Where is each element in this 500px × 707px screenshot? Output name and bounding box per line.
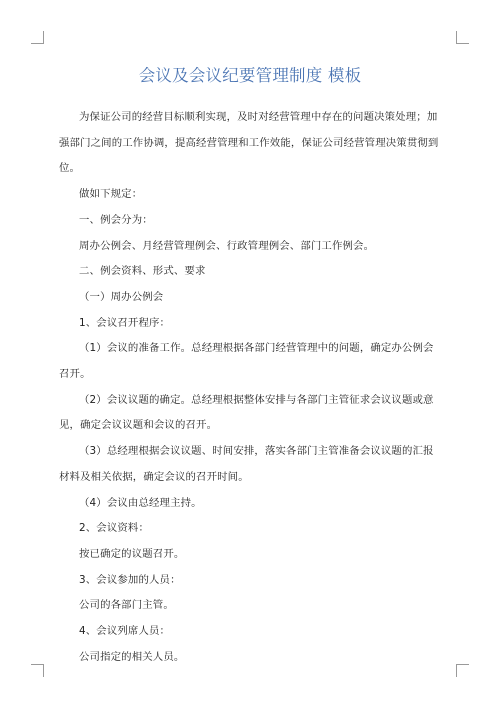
paragraph-step-1: （1）会议的准备工作。总经理根据各部门经营管理中的问题，确定办公例会召开。 (59, 342, 434, 381)
paragraph-observers: 公司指定的相关人员。 (79, 650, 185, 663)
paragraph-attendees: 公司的各部门主管。 (79, 599, 174, 612)
subsection-heading-weekly: （一）周办公例会 (79, 290, 164, 303)
paragraph-rules-lead: 做如下规定： (79, 188, 143, 201)
section-heading-2: 二、例会资料、形式、要求 (79, 265, 206, 278)
paragraph-intro: 为保证公司的经营目标顺利实现，及时对经营管理中存在的问题决策处理；加强部门之间的工作协调，提高经营管理和工作效能，保证公司经营管理决策贯彻到位。 (59, 111, 439, 175)
paragraph-step-3: （3）总经理根据会议议题、时间安排，落实各部门主管准备会议议题的汇报材料及相关依据，确定会议的召开时间。 (59, 445, 434, 483)
document-body (59, 105, 442, 670)
item-heading-materials: 2、会议资料： (79, 522, 150, 535)
document-title: 会议及会议纪要管理制度 模板 (138, 66, 362, 85)
paragraph-meeting-types: 周办公例会、月经营管理例会、行政管理例会、部门工作例会。 (79, 239, 375, 252)
item-heading-observers: 4、会议列席人员： (79, 625, 171, 638)
paragraph-step-4: （4）会议由总经理主持。 (79, 496, 202, 509)
section-heading-1: 一、例会分为： (79, 213, 153, 226)
crop-mark-bottom-left (31, 664, 44, 677)
paragraph-step-2: （2）会议议题的确定。总经理根据整体安排与各部门主管征求会议议题或意见，确定会议议题和会议的召开。 (59, 393, 434, 432)
crop-mark-top-left (31, 31, 44, 44)
item-heading-attendees: 3、会议参加的人员： (79, 573, 181, 586)
crop-mark-top-right (456, 31, 469, 44)
item-heading-procedure: 1、会议召开程序： (79, 316, 171, 329)
paragraph-materials: 按已确定的议题召开。 (79, 547, 185, 560)
crop-mark-bottom-right (456, 664, 469, 677)
